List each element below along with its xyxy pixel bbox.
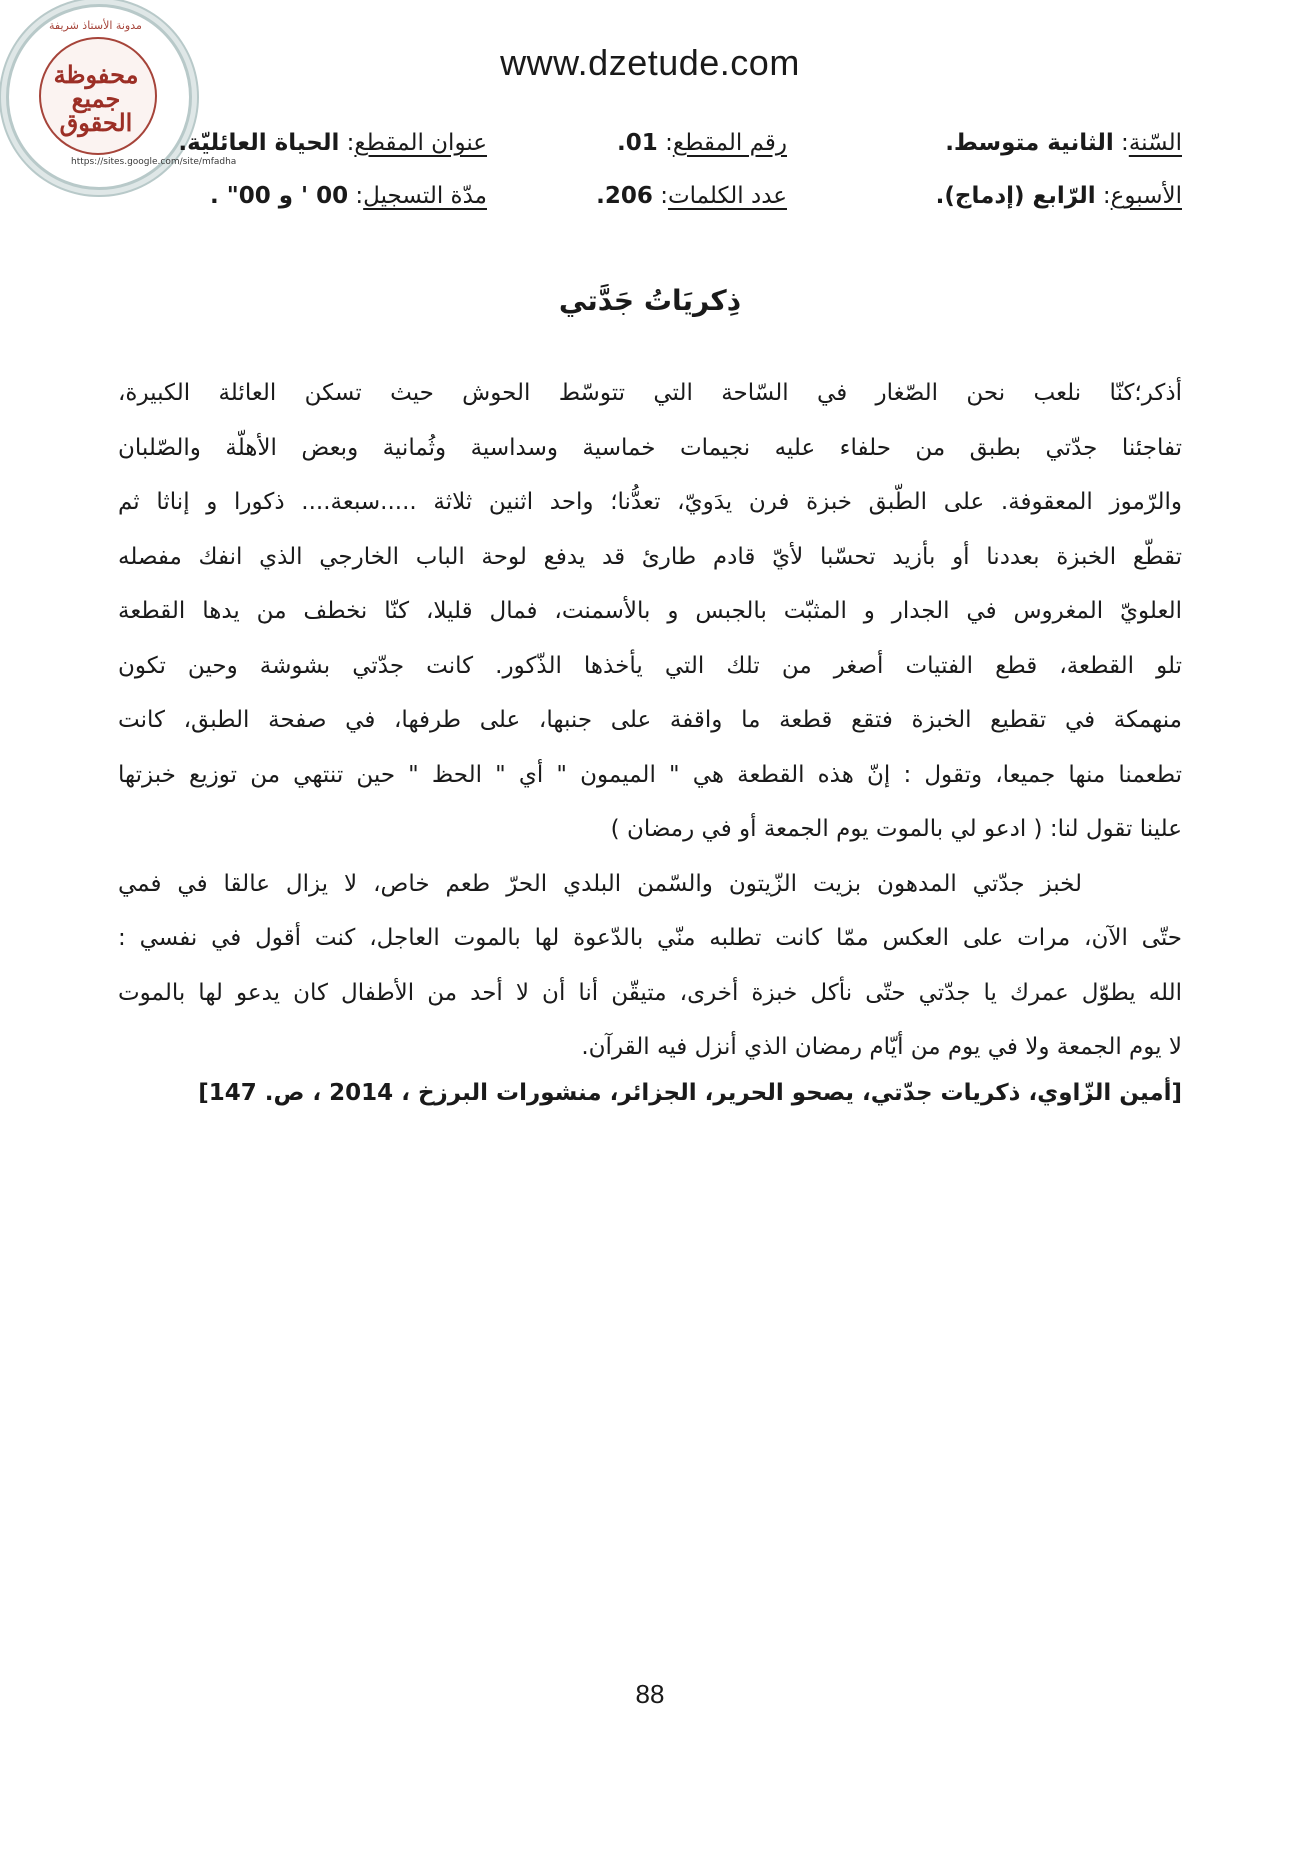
meta-week-label: الأسبوع <box>1110 183 1182 209</box>
meta-colon: : <box>339 130 355 156</box>
meta-colon: : <box>1095 183 1111 209</box>
passage-body <box>118 366 1182 1075</box>
passage-line: العلويّ المغروس في الجدار و المثبّت بالجبس و بالأسمنت، فمال قليلا، كنّا نخطف من يدها القطعة <box>118 598 1182 624</box>
meta-colon: : <box>348 183 364 209</box>
meta-week <box>787 183 1182 209</box>
meta-duration <box>150 183 487 209</box>
meta-colon: : <box>657 130 673 156</box>
meta-word-count <box>487 183 787 209</box>
source-citation: [أمين الزّاوي، ذكريات جدّتي، يصحو الحرير، الجزائر، منشورات البرزخ ، 2014 ، ص. 147] <box>198 1080 1182 1106</box>
meta-section-title-value: الحياة العائليّة. <box>178 130 340 156</box>
meta-section-number <box>487 130 787 156</box>
meta-year-label: السّنة <box>1128 130 1182 156</box>
passage-line: حتّى الآن، مرات على العكس ممّا كانت تطلبه منّي بالدّعوة لها بالموت العاجل، كنت أقول في نفسي : <box>118 925 1182 951</box>
passage-line: تطعمنا منها جميعا، وتقول : إنّ هذه القطعة هي " الميمون " أي " الحظ " حين تنتهي من توزيع خبزتها <box>118 761 1182 788</box>
passage-line: منهمكة في تقطيع الخبزة فتقع قطعة ما واقفة على جنبها، على طرفها، في صفحة الطبق، كانت <box>118 707 1182 733</box>
meta-year-value: الثانية متوسط. <box>945 130 1114 156</box>
meta-duration-label: مدّة التسجيل <box>363 183 487 209</box>
passage-line: تلو القطعة، قطع الفتيات أصغر من تلك التي يأخذها الذّكور. كانت جدّتي بشوشة وحين تكون <box>118 652 1182 679</box>
meta-row-1 <box>150 130 1182 156</box>
passage-line: لخبز جدّتي المدهون بزيت الزّيتون والسّمن البلدي الحرّ طعم خاص، لا يزال عالقا في فمي <box>118 870 1082 897</box>
meta-section-number-value: 01. <box>617 130 658 156</box>
passage-line: تفاجئنا جدّتي بطبق من حلفاء عليه نجيمات خماسية وسداسية وثُمانية وبعض الأهلّة والصّلبان <box>118 434 1182 461</box>
copyright-stamp-logo <box>6 4 237 190</box>
stamp-ring-top-text: مدونة الأستاذ شريفة <box>49 19 142 32</box>
meta-word-count-label: عدد الكلمات <box>667 183 787 209</box>
passage-line: الله يطوّل عمرك يا جدّتي حتّى نأكل خبزة أخرى، متيقّن أنا أن لا أحد من الأطفال كان يدعو لها بالموت <box>118 979 1182 1006</box>
passage-line: تقطّع الخبزة بعددنا أو بأزيد تحسّبا لأيّ قادم طارئ قد يدفع لوحة الباب الخارجي الذي انفك مفصله <box>118 543 1182 570</box>
meta-week-value: الرّابع (إدماج). <box>935 183 1096 209</box>
passage-line: أذكر؛كنّا نلعب نحن الصّغار في السّاحة التي تتوسّط الحوش حيث تسكن العائلة الكبيرة، <box>118 380 1182 406</box>
meta-colon: : <box>1113 130 1129 156</box>
meta-word-count-value: 206. <box>596 183 653 209</box>
passage-line: والرّموز المعقوفة. على الطّبق خبزة فرن يدَويّ، تعدُّنا؛ واحد اثنين ثلاثة .....سبعة.... ذكورا و إناثا ثم <box>118 489 1182 515</box>
meta-section-title <box>150 130 487 156</box>
stamp-ring-side-text: https://sites.google.com/site/mfadha <box>71 157 237 167</box>
passage-line: لا يوم الجمعة ولا في يوم من أيّام رمضان الذي أنزل فيه القرآن. <box>581 1034 1182 1060</box>
page-number: 88 <box>635 1679 665 1709</box>
passage-line: علينا تقول لنا: ( ادعو لي بالموت يوم الجمعة أو في رمضان ) <box>610 816 1182 842</box>
meta-row-2 <box>150 183 1182 209</box>
site-url: www.dzetude.com <box>500 42 800 83</box>
meta-year <box>787 130 1182 156</box>
meta-section-title-label: عنوان المقطع <box>354 130 487 156</box>
passage-title: ذِكريَاتُ جَدَّتي <box>558 284 742 317</box>
meta-colon: : <box>652 183 668 209</box>
meta-section-number-label: رقم المقطع <box>672 130 787 156</box>
meta-duration-value: 00 ' و 00" . <box>209 183 349 209</box>
stamp-main-text: محفوظة جميع الحقوق <box>53 60 139 137</box>
